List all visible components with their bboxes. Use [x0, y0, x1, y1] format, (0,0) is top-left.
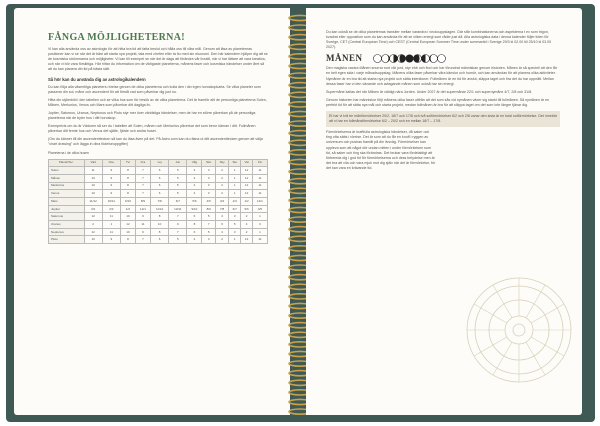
table-row — [49, 236, 268, 244]
table-cell: 9 — [102, 167, 120, 175]
table-cell: 10 — [150, 221, 168, 229]
table-cell: 2 — [84, 221, 102, 229]
table-cell: 7 — [135, 182, 150, 190]
table-cell: 10 — [120, 213, 135, 221]
table-row — [49, 167, 268, 175]
table-cell: 4 — [187, 190, 202, 198]
table-header-cell: Sko — [202, 159, 216, 167]
paragraph: (Om du känner till din ascendenttecken så kan du läsa även på det. På Astro.com kan du räkna ut ditt ascendenttecken genom att välja "chart drawing" och lägga in dina födelseuppgifter) — [48, 137, 263, 147]
table-header-row — [49, 159, 268, 167]
table-cell: 3 — [202, 236, 216, 244]
houses-table — [48, 159, 268, 245]
table-cell: 5 — [202, 213, 216, 221]
table-cell: 8 — [120, 174, 135, 182]
table-cell: 1 — [229, 190, 241, 198]
table-cell: 3 — [202, 182, 216, 190]
table-cell: 5/6 — [187, 198, 202, 206]
table-cell: 2 — [215, 167, 228, 175]
table-cell: 9 — [102, 174, 120, 182]
table-cell: 5 — [169, 236, 187, 244]
table-cell: 4 — [187, 182, 202, 190]
table-cell: 9/10 — [187, 205, 202, 213]
table-cell: 6/7 — [169, 198, 187, 206]
table-cell: 7/8 — [150, 198, 168, 206]
table-cell: 8/9 — [135, 198, 150, 206]
table-cell: 6 — [150, 174, 168, 182]
table-header-cell: Sky — [215, 159, 228, 167]
table-cell: 7 — [202, 221, 216, 229]
table-header-cell: Lej — [150, 159, 168, 167]
table-cell: 1/2 — [120, 205, 135, 213]
table-cell: 7 — [135, 236, 150, 244]
table-cell: 12 — [84, 228, 102, 236]
table-header-cell: Våg — [187, 159, 202, 167]
table-cell: 4 — [187, 167, 202, 175]
table-cell: 1/2 — [241, 198, 253, 206]
table-cell: 10 — [84, 190, 102, 198]
table-cell: 2 — [215, 236, 228, 244]
table-row-label: Pluto — [49, 236, 85, 244]
table-title: Planeterna i de olika husen — [48, 150, 89, 155]
table-header-cell: Vat — [241, 159, 253, 167]
table-header-cell: Väd — [84, 159, 102, 167]
table-cell: 12/1 — [252, 198, 267, 206]
table-cell: 11/12 — [150, 205, 168, 213]
table-cell: 7 — [135, 174, 150, 182]
table-cell: 2 — [241, 228, 253, 236]
table-row — [49, 182, 268, 190]
table-cell: 11 — [252, 182, 267, 190]
table-cell: 9 — [169, 221, 187, 229]
table-cell: 2/3 — [102, 205, 120, 213]
table-row — [49, 228, 268, 236]
table-cell: 11 — [252, 190, 267, 198]
table-header-cell: Tvi — [120, 159, 135, 167]
table-cell: 4/5 — [252, 205, 267, 213]
table-cell: 8 — [120, 236, 135, 244]
table-row-label: Solen — [49, 167, 85, 175]
paragraph: Exempelvis om du är Väduren så ser du i tabellen att Solen, månen och Merkurius påverkar det som beror kärnan i ditt. Fullmånen påverkar ditt femte hus och Venus det sjätte, fjärde och andra huset. — [48, 124, 256, 134]
table-cell: 4 — [187, 236, 202, 244]
table-header-cell: Fis — [252, 159, 267, 167]
paragraph: Du kan följa alla väsentliga planeters rörelse genom de olika planeterna och kolla den i din egen horoskopkarta. Se vilka planeter som passerar din sol, måne och ascendent för att förstå vad som påverkar dig just nu. — [48, 84, 261, 94]
table-cell: 12 — [120, 221, 135, 229]
table-cell: 1 — [252, 213, 267, 221]
table-cell: 11 — [102, 228, 120, 236]
table-cell: 6 — [150, 236, 168, 244]
zodiac-wheel-icon — [464, 275, 574, 385]
table-row — [49, 213, 268, 221]
table-cell: 3/4 — [215, 198, 228, 206]
paragraph: Supermåne kallas det när Månen är väldigt nära Jorden. Under 2027 är det supermånar 22/1 och supernymåne 4/7, 2/8 och 31/8. — [326, 89, 533, 94]
table-cell: 9 — [102, 236, 120, 244]
table-cell: 7 — [135, 190, 150, 198]
table-cell: 1 — [229, 236, 241, 244]
table-cell: 3 — [202, 190, 216, 198]
table-cell: 2 — [241, 213, 253, 221]
paragraph: Förmörkelserna är kraftfulla astrologiska händelser, då saker och ting ofta sätts i rörelse. Det är som att du får en knuff i ryggen av universum och pushas framåt på din livsväg. Förmörkelser kan uppleva som att något dör undan mitten i under förmörkelsen som tid, så saker och ting ska förändras. Det brukar vara fördelaktigt att förbereda dig i god tid för förmörkelserna och dess betydelse men är det bra att vila och vara mjuk mot dig själv när det är förmörkelse, för det kan vara en krävande tid. — [326, 130, 436, 170]
table-cell: 6 — [150, 182, 168, 190]
table-cell: 5 — [229, 221, 241, 229]
table-cell: 9 — [102, 182, 120, 190]
table-cell: 6 — [187, 228, 202, 236]
page-title: FÅNGA MÖJLIGHETERNA! — [48, 32, 185, 43]
table-cell: 9/10 — [120, 198, 135, 206]
table-cell: 10 — [120, 228, 135, 236]
table-cell: 11 — [102, 213, 120, 221]
table-row — [49, 221, 268, 229]
table-row — [49, 205, 268, 213]
table-cell: 10/11 — [169, 205, 187, 213]
table-cell: 5 — [169, 190, 187, 198]
table-cell: 4 — [215, 228, 228, 236]
table-cell: 10 — [84, 236, 102, 244]
table-cell: 12 — [241, 182, 253, 190]
paragraph: Du kan också se de olika planeternas transiter mellan varandra i veckouppslagen. Där står kombinationerna och aspekterna t ex som trigon, kvadrat eller opposition som du kan använda för att se vilken energi som råder just då. Alla astrologiska data i denna kalender följer tiden för Sverige, CET (Central European Time) och CEST (Central European Summer Time under sommartid i Sverige 29/3 kl 02.00 till 25/10 kl 03.00 2027). — [326, 30, 552, 50]
table-cell: 3 — [202, 174, 216, 182]
table-cell: 12 — [241, 174, 253, 182]
table-cell: 1 — [229, 174, 241, 182]
paragraph: Den magiska vackra Månen snurrar runt vår jord, styr ebb och flod och har förundrat människan genom historien. Månen är så speciell att den får en helt egen sida i varje månadsuppslag. Månens olika faser påverkar våra känslor och humör, och kan användas för att planera olika aktiviteter. Nymånen är en bra tid att starta nya projekt och sätta intentioner. Fullmånen är en tid för avslut, släppa taget och fira det du har uppnått. Mellan dessa faser har vi den växande och avtagande månen som också har sin energi. — [326, 66, 557, 86]
table-row — [49, 174, 268, 182]
table-row-label: Mars — [49, 198, 85, 206]
table-row-label: Merkurius — [49, 182, 85, 190]
left-page — [14, 8, 290, 415]
table-cell: 4 — [187, 174, 202, 182]
table-cell: 8/9 — [202, 205, 216, 213]
table-row — [49, 198, 268, 206]
table-cell: 8 — [150, 228, 168, 236]
table-cell: 11 — [135, 221, 150, 229]
moon-header — [326, 54, 560, 63]
table-cell: 9 — [102, 190, 120, 198]
table-cell: 9 — [135, 213, 150, 221]
table-cell: 8 — [150, 213, 168, 221]
moon-phases — [373, 54, 457, 63]
table-cell: 9 — [135, 228, 150, 236]
table-cell: 6 — [187, 213, 202, 221]
table-cell: 7 — [169, 213, 187, 221]
table-cell: 3 — [229, 213, 241, 221]
table-cell: 3 — [252, 221, 267, 229]
table-cell: 2/3 — [229, 198, 241, 206]
table-cell: 8 — [120, 182, 135, 190]
table-cell: 8 — [187, 221, 202, 229]
table-cell: 7 — [169, 228, 187, 236]
table-row-label: Neptunus — [49, 228, 85, 236]
table-cell: 12 — [84, 213, 102, 221]
table-cell: 5 — [169, 174, 187, 182]
table-cell: 1 — [252, 228, 267, 236]
paragraph: Genom historien har människor följt månens olika faser utifrån att det som sås vid nymånen växer sig starkt till fullmånen. Så nymånen är en perfekt tid för att sätta nya mål och starta projekt, medan fullmånen är bra för att släppa taget om det som inte längre tjänar dig. — [326, 97, 550, 107]
table-cell: 3/4 — [84, 205, 102, 213]
table-header-cell: Jun — [169, 159, 187, 167]
eclipse-highlight-box: Et har vi två tre månförmörkelser 20/2, 18/7 och 17/8 och två solförmörkelser 6/2 och 2/8 varav den sista är en total solförmörkelse. Det innebär att vi har en fullmånsförmörkelse 6/2 – 20/2 och en mellan 18/7 – 17/8. — [326, 111, 560, 127]
table-cell: 8 — [120, 190, 135, 198]
table-cell: 5 — [202, 228, 216, 236]
table-cell: 1 — [229, 167, 241, 175]
table-cell: 5 — [169, 182, 187, 190]
table-cell: 12/1 — [135, 205, 150, 213]
table-cell: 2 — [215, 182, 228, 190]
intro-paragraph: Vi kan alla använda oss av astrologin för att hitta bra tid att fatta beslut och hålla oss till våra mål. Genom att läsa av planeternas positioner kan vi se när det är bäst att starta nya projekt, tala med chefen eller ta itu med sin ekonomi. Den här kalendern hjälper dig att se de kosmiska strömmarna och möjligheter. Vi kan till exempel se när det är dags att förändra vår livsstil, när vi har lättare att vara kreativa, och när vi bör vara försiktiga. Här hittar du information om de viktigaste planeterna, månens faser och kosmiska händelser under året så att du kan planera din tid på bästa sätt. — [48, 47, 268, 72]
table-cell: 1 — [229, 182, 241, 190]
moon-phase-icons — [373, 54, 457, 63]
table-cell: 12 — [241, 190, 253, 198]
table-row-label: Uranus — [49, 221, 85, 229]
right-page — [306, 8, 582, 415]
table-header-cell: Ste — [229, 159, 241, 167]
table-cell: 6 — [215, 221, 228, 229]
table-row-label: Saturnus — [49, 213, 85, 221]
table-cell: 12 — [241, 167, 253, 175]
table-cell: 10 — [84, 182, 102, 190]
table-cell: 11 — [252, 167, 267, 175]
table-cell: 6/7 — [229, 205, 241, 213]
table-cell: 4 — [241, 221, 253, 229]
paragraph: Hitta din stjärnbild i den tabellen och se vilka hus som för besök av de olika planeterna. Det är framför allt de personliga planeterna Solen, Månen, Merkurius, Venus och Mars som påverkar ditt dagliga liv. — [48, 97, 267, 107]
paragraph: Jupiter, Saturnus, Uranus, Neptunus och Pluto styr mer över världsliga händelser, men de har en större påverkan på de personliga planeterna när de byter hus i ditt horoskop. — [48, 110, 256, 121]
table-cell: 7/8 — [215, 205, 228, 213]
table-cell: 10 — [84, 174, 102, 182]
table-cell: 1 — [102, 221, 120, 229]
table-cell: 6 — [150, 167, 168, 175]
table-cell: 2 — [215, 190, 228, 198]
table-cell: 8 — [120, 167, 135, 175]
moon-title: MÅNEN — [326, 53, 363, 64]
table-cell: 4/5 — [202, 198, 216, 206]
table-cell: 5/6 — [241, 205, 253, 213]
table-cell: 10/11 — [102, 198, 120, 206]
table-cell: 11 — [252, 236, 267, 244]
table-cell: 7 — [135, 167, 150, 175]
table-row-label: Jupiter — [49, 205, 85, 213]
table-row-label: Månen — [49, 174, 85, 182]
table-cell: 3 — [202, 167, 216, 175]
table-cell: 11 — [252, 174, 267, 182]
section-heading: Så hör kan du använda dig av astrologikalendern — [48, 77, 146, 83]
table-cell: 4 — [215, 213, 228, 221]
table-cell: 12 — [241, 236, 253, 244]
table-row-label: Venus — [49, 190, 85, 198]
table-header-cell: Planet/Tec. — [49, 159, 85, 167]
table-cell: 3 — [229, 228, 241, 236]
table-row — [49, 190, 268, 198]
table-cell: 11/12 — [84, 198, 102, 206]
table-cell: 5 — [169, 167, 187, 175]
table-header-cell: Kra — [135, 159, 150, 167]
table-cell: 6 — [150, 190, 168, 198]
table-header-cell: Oxe — [102, 159, 120, 167]
table-cell: 2 — [215, 174, 228, 182]
table-cell: 11 — [84, 167, 102, 175]
